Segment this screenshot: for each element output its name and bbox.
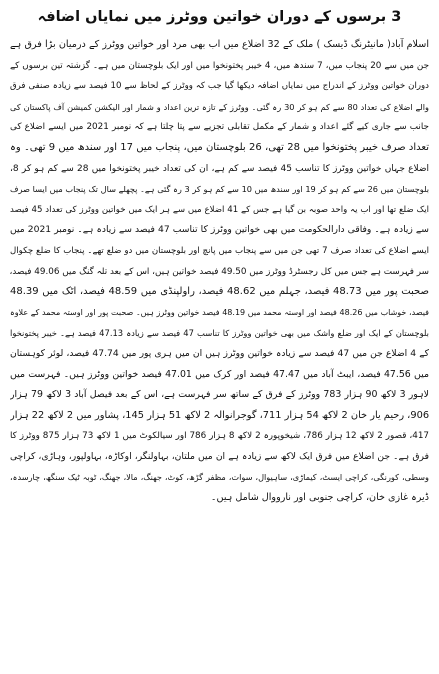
article-line: میں 47.56 فیصد، ایبٹ آباد میں 47.47 فیصد اور کرک میں 47.01 فیصد خواتین ووٹرز ہیں۔ فہرست میں bbox=[10, 368, 429, 380]
article-line: بلوچستان میں 26 سے کم ہو کر 19 اور سندھ میں 10 سے کم ہو کر 3 رہ گئی ہے۔ پچھلے سال تک پنجاب میں ایسا صرف bbox=[10, 184, 429, 195]
article-headline: 3 برسوں کے دوران خواتین ووٹرز میں نمایاں اضافہ bbox=[37, 9, 402, 25]
article-line: تعداد صرف خیبر پختونخوا میں 28 تھی، 26 بلوچستان میں، پنجاب میں 17 اور سندھ میں 9 تھی۔ وہ bbox=[10, 141, 429, 153]
article-line: سر فہرست ہے جس میں کل رجسٹرڈ ووٹرز میں 49.50 فیصد خواتین ہیں، اس کے بعد تلہ گنگ میں 49.06 فیصد، bbox=[10, 266, 429, 277]
article-line: صحبت پور میں 48.73 فیصد، جہلم میں 48.62 فیصد، راولپنڈی میں 48.59 فیصد، اٹک میں 48.39 bbox=[10, 286, 429, 298]
article-line: 906، رحیم یار خان 2 لاکھ 54 ہزار 711، گوجرانوالہ 2 لاکھ 51 ہزار 145، پشاور میں 2 لاکھ 22 ہزار bbox=[10, 409, 429, 421]
article-line: ایک ضلع تھا اور اب یہ واحد صوبہ بن گیا ہے جس کے 41 اضلاع میں سے ہر ایک میں خواتین ووٹرز کی تعداد 45 فیصد bbox=[10, 204, 429, 215]
article-line: اضلاع جہاں خواتین ووٹرز کا تناسب 45 فیصد سے کم ہے، ان کی تعداد خیبر پختونخوا میں 28 سے کم ہو کر 8، bbox=[10, 163, 429, 174]
article-line: فیصد، خوشاب میں 48.26 فیصد اور اوستہ محمد میں 48.19 فیصد خواتین ووٹرز ہیں۔ صحبت پور اور اوستہ محمد کے علاوہ bbox=[10, 307, 429, 317]
article-body bbox=[10, 35, 429, 509]
article-line: جن میں سے 20 پنجاب میں، 7 سندھ میں، 4 خیبر پختونخوا میں اور ایک بلوچستان میں ہے۔ گزشتہ تین برسوں کے bbox=[10, 60, 429, 71]
article-line: بلوچستان کے ایک اور ضلع واشک میں بھی خواتین ووٹرز کا تناسب 47 فیصد سے زیادہ 47.13 فیصد ہے۔ خیبر پختونخوا bbox=[10, 328, 429, 339]
article-line: لاہور 3 لاکھ 90 ہزار 783 ووٹرز کے فرق کے ساتھ سر فہرست ہے، اس کے بعد فیصل آباد 3 لاکھ 79 ہزار bbox=[10, 389, 429, 401]
article-line: والے اضلاع کی تعداد 80 سے کم ہو کر 30 رہ گئی۔ ووٹرز کے تازہ ترین اعداد و شمار اور الیکشن کمیشن آف پاکستان کی bbox=[10, 101, 429, 112]
article-line: کے 4 اضلاع جن میں 47 فیصد سے زیادہ خواتین ووٹرز ہیں ان میں ہری پور میں 47.74 فیصد، لوئر کوہستان bbox=[10, 347, 429, 359]
article-line: فرق ہے۔ جن اضلاع میں فرق ایک لاکھ سے زیادہ ہے ان میں ملتان، بہاولنگر، اوکاڑہ، بہاولپور، وہاڑی، کراچی bbox=[10, 450, 429, 462]
article-line: 417، قصور 2 لاکھ 12 ہزار 786، شیخوپورہ 2 لاکھ 8 ہزار 786 اور سیالکوٹ میں 1 لاکھ 73 ہزار 875 ووٹرز کا bbox=[10, 431, 429, 442]
article-line: اسلام آباد( مانیٹرنگ ڈیسک ) ملک کے 32 اضلاع میں اب بھی مرد اور خواتین ووٹرز کے درمیان بڑا فرق ہے bbox=[10, 39, 429, 50]
article-line: جانب سے جاری کیے گئے اعداد و شمار کے مکمل تقابلی تجزیے سے پتا چلتا ہے کہ نومبر 2021 میں ایسے اضلاع کی bbox=[10, 122, 429, 133]
article-line: سے زیادہ ہے۔ وفاقی دارالحکومت میں بھی خواتین ووٹرز کا تناسب 47 فیصد سے زیادہ ہے۔ نومبر 2021 میں bbox=[10, 224, 429, 236]
article-line: ڈیرہ غازی خان، کراچی جنوبی اور نارووال شامل ہیں۔ bbox=[210, 492, 429, 504]
article-line: ایسے اضلاع کی تعداد صرف 7 تھی جن میں سے پنجاب میں پانچ اور بلوچستان میں دو ضلع تھے۔ پنجاب کا ضلع چکوال bbox=[10, 245, 429, 256]
article-line: دوران خواتین ووٹرز کے اندراج میں نمایاں اضافہ دیکھا گیا جب کہ ووٹرز کے لحاظ سے 10 فیصد سے زیادہ صنفی فرق bbox=[10, 81, 429, 92]
article-line: وسطی، کورنگی، کراچی ایسٹ، کیماڑی، ساہیوال، سوات، مظفر گڑھ، کوٹ، جھنگ، مالا، جھنگ، ٹوبہ ٹیک سنگھ، چارسدہ، bbox=[10, 472, 429, 483]
